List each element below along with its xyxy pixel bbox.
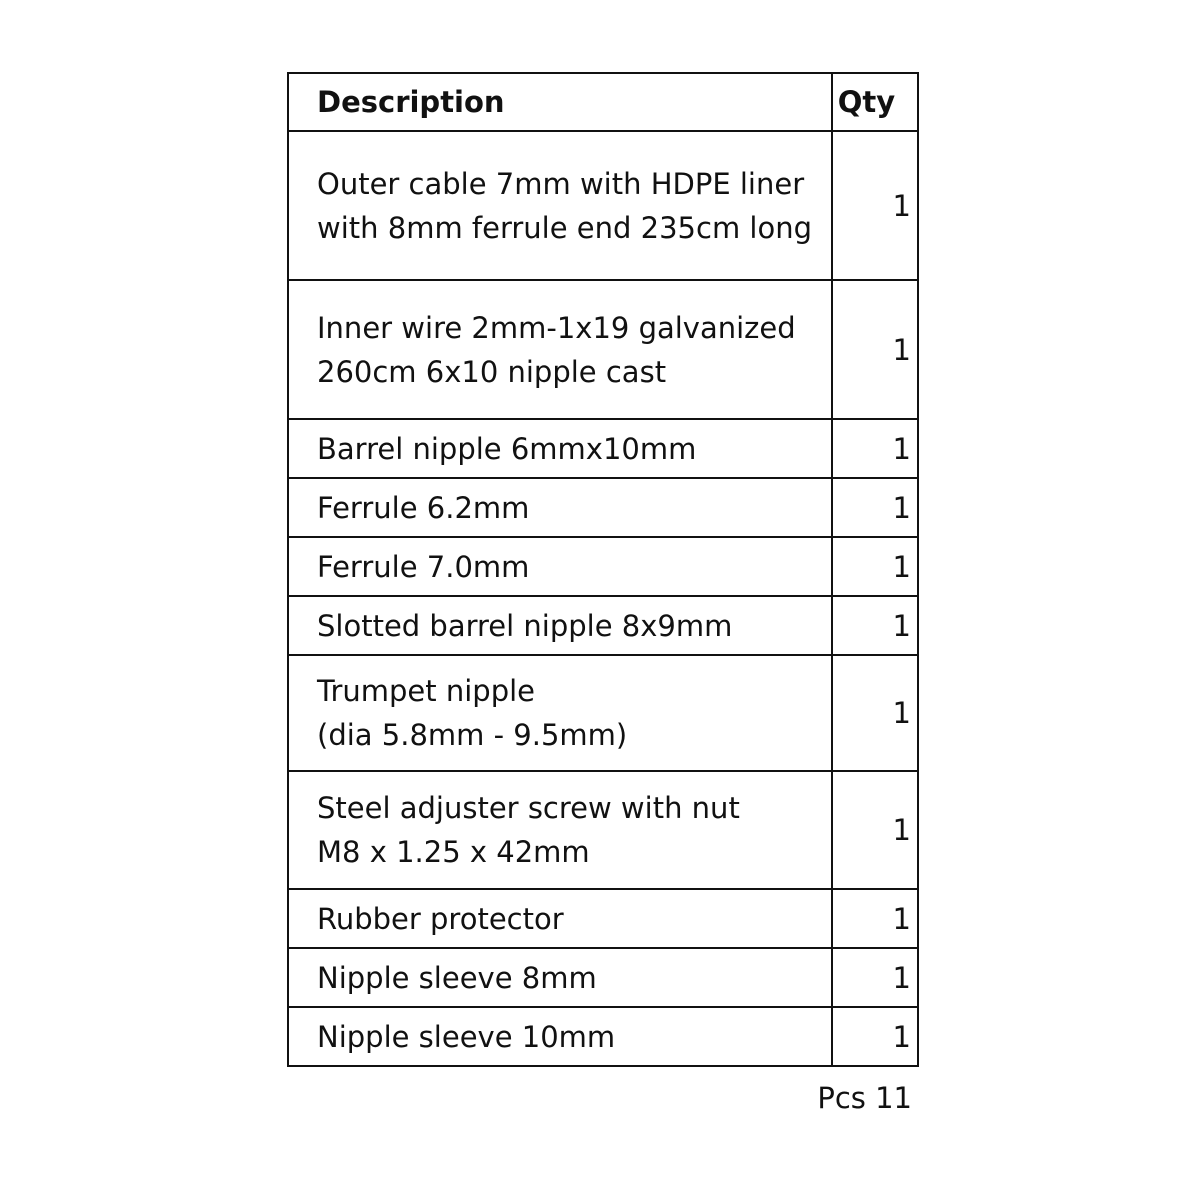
row-description: Outer cable 7mm with HDPE liner with 8mm ferrule end 235cm long (288, 131, 832, 280)
total-pieces: Pcs 11 (817, 1081, 912, 1115)
row-description: Barrel nipple 6mmx10mm (288, 419, 832, 478)
table-row (288, 478, 918, 537)
table-row (288, 771, 918, 889)
row-qty: 1 (832, 596, 918, 655)
row-description: Inner wire 2mm-1x19 galvanized 260cm 6x10 nipple cast (288, 280, 832, 419)
row-qty: 1 (832, 655, 918, 771)
row-qty: 1 (832, 948, 918, 1007)
row-qty: 1 (832, 771, 918, 889)
row-qty: 1 (832, 537, 918, 596)
row-description: Nipple sleeve 10mm (288, 1007, 832, 1066)
row-description: Rubber protector (288, 889, 832, 948)
table-row (288, 596, 918, 655)
table-row (288, 280, 918, 419)
row-qty: 1 (832, 280, 918, 419)
row-description: Trumpet nipple (dia 5.8mm - 9.5mm) (288, 655, 832, 771)
table-header-row (288, 73, 918, 131)
row-qty: 1 (832, 419, 918, 478)
row-description: Ferrule 6.2mm (288, 478, 832, 537)
row-description: Slotted barrel nipple 8x9mm (288, 596, 832, 655)
table-row (288, 131, 918, 280)
table-row (288, 889, 918, 948)
qty-header: Qty (832, 73, 918, 131)
parts-list-table (287, 72, 919, 1067)
row-description: Steel adjuster screw with nut M8 x 1.25 x 42mm (288, 771, 832, 889)
row-qty: 1 (832, 1007, 918, 1066)
table-row (288, 1007, 918, 1066)
table-row (288, 948, 918, 1007)
table-row (288, 537, 918, 596)
row-description: Nipple sleeve 8mm (288, 948, 832, 1007)
row-qty: 1 (832, 889, 918, 948)
description-header: Description (288, 73, 832, 131)
table-row (288, 655, 918, 771)
table-row (288, 419, 918, 478)
row-description: Ferrule 7.0mm (288, 537, 832, 596)
row-qty: 1 (832, 131, 918, 280)
row-qty: 1 (832, 478, 918, 537)
